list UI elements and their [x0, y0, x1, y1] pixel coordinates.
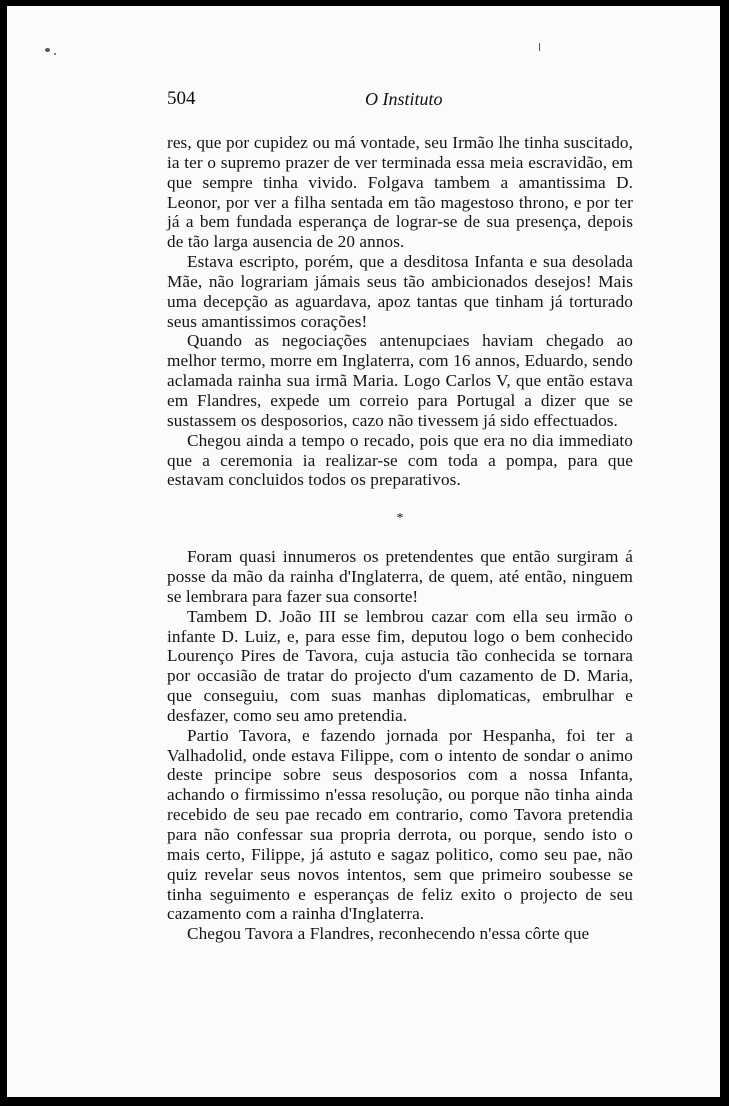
page-number: 504 [167, 88, 196, 109]
body-text [167, 133, 633, 944]
paragraph: Estava escripto, porém, que a desditosa Infanta e sua desolada Mãe, não lograriam jámais seus tão ambicionados desejos! Mais uma decepção as aguardava, apoz tantas que tinham já torturado seus amantissimos corações! [167, 252, 633, 331]
paragraph: Quando as negociações antenupciaes haviam chegado ao melhor termo, morre em Inglaterra, com 16 annos, Eduardo, sendo aclamada rainha sua irmã Maria. Logo Carlos V, que então estava em Flandres, expede um correio para Portugal a dizer que se sustassem os desposorios, cazo não tivessem já sido effectuados. [167, 331, 633, 430]
page-header [7, 88, 720, 112]
ink-speck [539, 43, 540, 51]
paragraph: Chegou Tavora a Flandres, reconhecendo n'essa côrte que [187, 924, 590, 944]
paragraph: res, que por cupidez ou má vontade, seu Irmão lhe tinha suscitado, ia ter o supremo prazer de ver terminada essa meia escravidão, em que sempre tinha vivido. Folgava tambem a amantissima D. Leonor, por ver a filha sentada em tão magestoso throno, e por ter já a bem fundada esperança de lograr-se de sua presença, depois de tão larga ausencia de 20 annos. [167, 133, 633, 252]
paragraph: Tambem D. João III se lembrou cazar com ella seu irmão o infante D. Luiz, e, para esse fim, deputou logo o bem conhecido Lourenço Pires de Tavora, cuja astucia tão conhecida se tornara por occasião de tratar do projecto d'um cazamento de D. Maria, que conseguiu, com suas manhas diplomaticas, embrulhar e desfazer, como seu amo pretendia. [167, 606, 633, 725]
book-page [7, 6, 720, 1097]
paragraph: Chegou ainda a tempo o recado, pois que era no dia immediato que a ceremonia ia realizar-se com toda a pompa, para que estavam concluidos todos os preparativos. [167, 430, 633, 490]
paragraph: Partio Tavora, e fazendo jornada por Hespanha, foi ter a Valhadolid, onde estava Filippe, com o intento de sondar o animo deste principe sobre seus desposorios com a nossa Infanta, achando o firmissimo n'essa resolução, ou porque não tinha ainda recebido de seu pae recado em contrario, como Tavora pretendia para não confessar sua propria derrota, ou porque, sendo isto o mais certo, Filippe, já astuto e sagaz politico, como seu pae, não quiz revelar seus novos intentos, sem que primeiro soubesse se tinha seguimento e esperanças de feliz exito o projecto de seu cazamento com a rainha d'Inglaterra. [167, 725, 633, 924]
running-title: O Instituto [365, 89, 443, 109]
section-break-asterisk: * [396, 511, 404, 527]
ink-speck [45, 48, 50, 52]
ink-speck [54, 53, 56, 55]
paragraph: Foram quasi innumeros os pretendentes que então surgiram á posse da mão da rainha d'Inglaterra, de quem, até então, ninguem se lembrara para fazer sua consorte! [167, 547, 633, 606]
